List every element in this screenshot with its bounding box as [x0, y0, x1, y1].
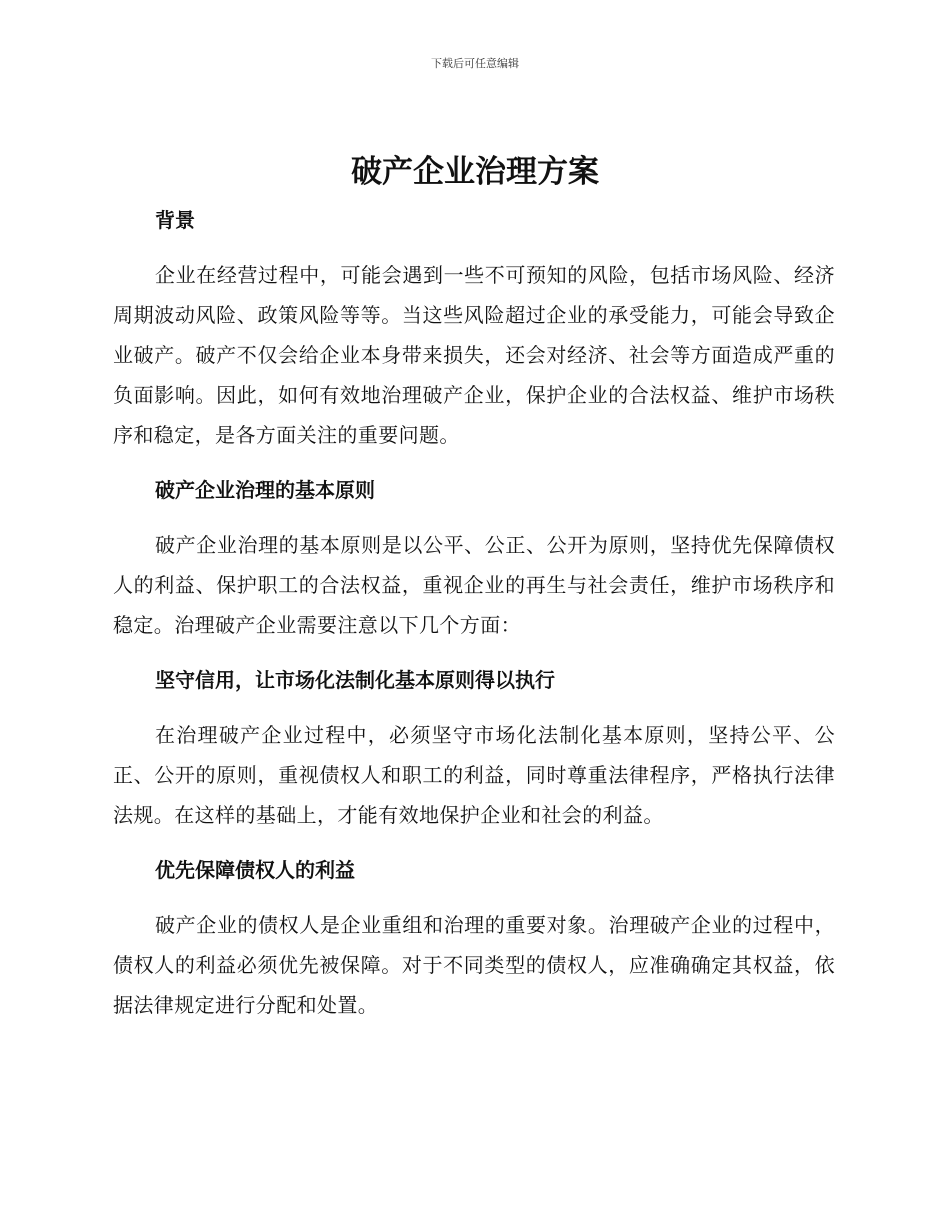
section-paragraph: 在治理破产企业过程中，必须坚守市场化法制化基本原则，坚持公平、公正、公开的原则，重视债权人和职工的利益，同时尊重法律程序，严格执行法律法规。在这样的基础上，才能有效地保护企业和社会的利益。 [113, 723, 835, 827]
section-paragraph: 破产企业的债权人是企业重组和治理的重要对象。治理破产企业的过程中，债权人的利益必须优先被保障。对于不同类型的债权人，应准确确定其权益，依据法律规定进行分配和处置。 [113, 913, 835, 1017]
section-paragraph: 破产企业治理的基本原则是以公平、公正、公开为原则，坚持优先保障债权人的利益、保护职工的合法权益，重视企业的再生与社会责任，维护市场秩序和稳定。治理破产企业需要注意以下几个方面： [113, 533, 835, 637]
section-heading: 破产企业治理的基本原则 [155, 478, 375, 502]
section-background [113, 200, 835, 470]
section-paragraph: 企业在经营过程中，可能会遇到一些不可预知的风险，包括市场风险、经济周期波动风险、政策风险等等。当这些风险超过企业的承受能力，可能会导致企业破产。破产不仅会给企业本身带来损失，还会对经济、社会等方面造成严重的负面影响。因此，如何有效地治理破产企业，保护企业的合法权益、维护市场秩序和稳定，是各方面关注的重要问题。 [113, 263, 835, 447]
section-keep-credit [113, 660, 835, 850]
document-body [113, 200, 835, 1025]
section-heading: 优先保障债权人的利益 [155, 858, 355, 882]
section-heading: 背景 [155, 208, 195, 232]
section-basic-principles [113, 470, 835, 660]
document-title: 破产企业治理方案 [351, 154, 599, 190]
page-header-note: 下载后可任意编辑 [431, 57, 519, 70]
section-creditor-priority [113, 850, 835, 1025]
section-heading: 坚守信用，让市场化法制化基本原则得以执行 [155, 668, 555, 692]
